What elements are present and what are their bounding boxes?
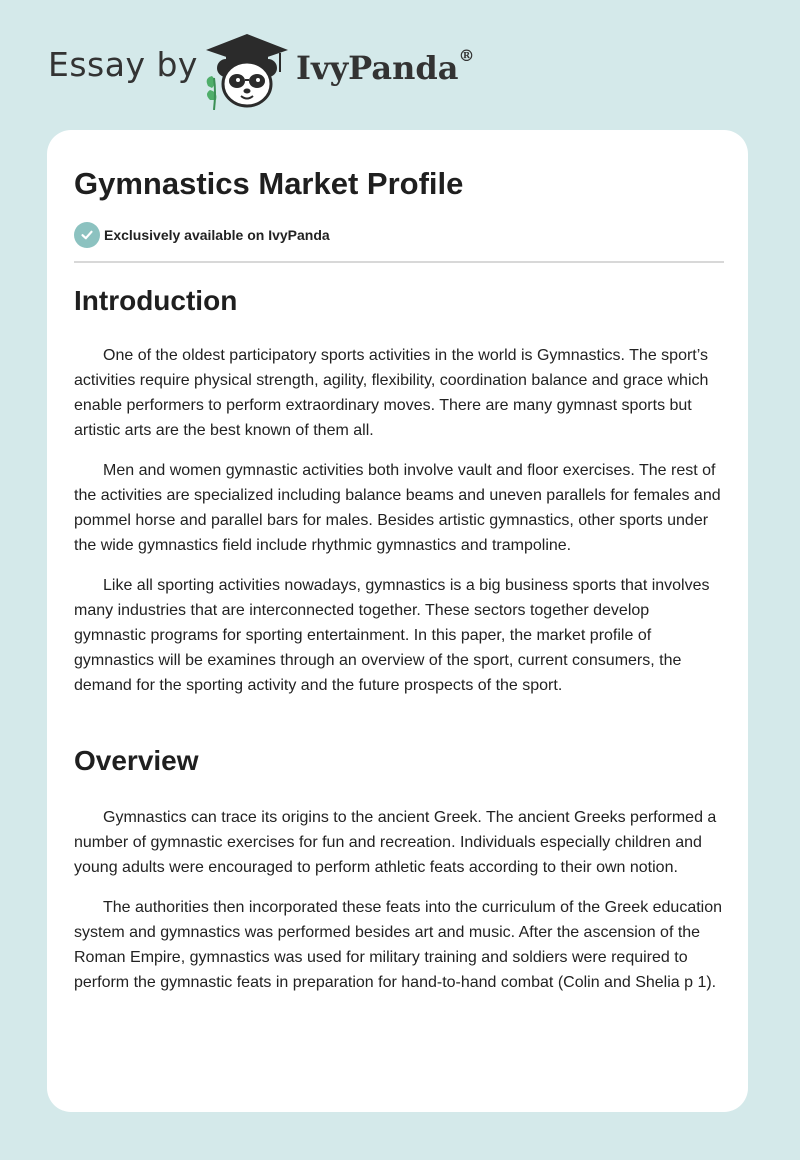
panda-logo-icon[interactable] xyxy=(200,28,294,110)
section-overview xyxy=(74,744,724,995)
paragraph: Like all sporting activities nowadays, gymnastics is a big business sports that involves many industries that are interconnected together. These sectors together develop gymnastic programs for sporting entertainment. In this paper, the market profile of gymnastics will be examines through an overview of the sport, current consumers, the demand for the sporting activity and the future prospects of the sport. xyxy=(74,577,710,694)
site-header xyxy=(0,0,800,130)
divider xyxy=(74,261,724,263)
paragraph: One of the oldest participatory sports activities in the world is Gymnastics. The sport’s activities require physical strength, agility, flexibility, coordination balance and grace which enable performers to perform extraordinary moves. There are many gymnast sports but artistic arts are the best known of them all. xyxy=(74,347,709,439)
registered-mark: ® xyxy=(458,46,475,65)
section-heading: Overview xyxy=(74,745,199,776)
exclusive-label: Exclusively available on IvyPanda xyxy=(104,227,330,243)
paragraph: The authorities then incorporated these feats into the curriculum of the Greek education system and gymnastics was performed besides art and music. After the ascension of the Roman Empire, gymnastics was used for military training and soldiers were required to perform the gymnastic feats in preparation for hand-to-hand combat (Colin and Shelia p 1). xyxy=(74,899,723,991)
check-icon xyxy=(74,222,100,248)
essay-by-label: Essay by xyxy=(48,45,198,84)
paragraph: Gymnastics can trace its origins to the ancient Greek. The ancient Greeks performed a number of gymnastic exercises for fun and recreation. Individuals especially children and young adults were encouraged to perform athletic feats according to their own notion. xyxy=(74,809,717,876)
section-heading: Introduction xyxy=(74,285,238,316)
brand-name[interactable] xyxy=(296,46,475,87)
page-title: Gymnastics Market Profile xyxy=(74,166,464,201)
exclusive-badge xyxy=(74,222,330,248)
paragraph: Men and women gymnastic activities both involve vault and floor exercises. The rest of the activities are specialized including balance beams and uneven parallels for females and pommel horse and parallel bars for males. Besides artistic gymnastics, other sports under the wide gymnastics field include rhythmic gymnastics and trampoline. xyxy=(74,462,721,554)
brand-name-text: IvyPanda xyxy=(296,49,459,87)
essay-card xyxy=(47,130,748,1112)
section-introduction xyxy=(74,284,724,698)
